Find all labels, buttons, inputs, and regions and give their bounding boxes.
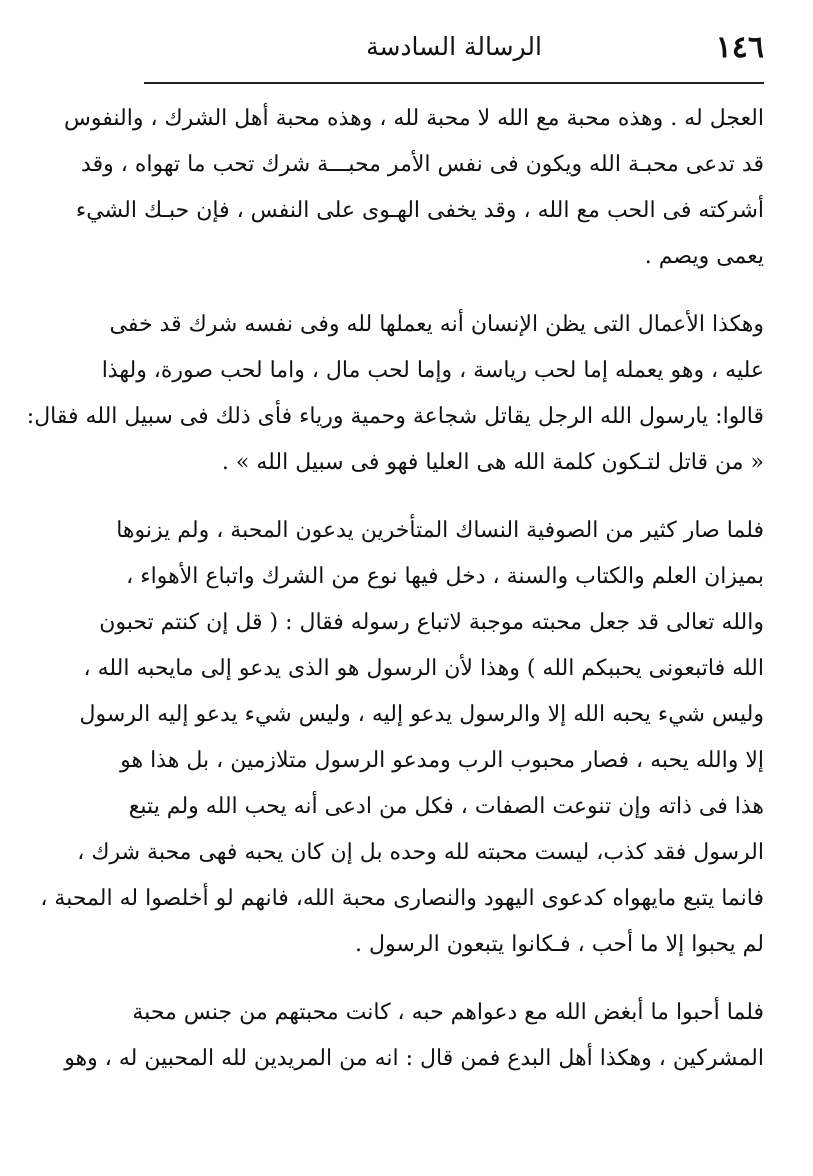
text-line: إلا والله يحبه ، فصار محبوب الرب ومدعو الرسول متلازمين ، بل هذا هو: [120, 748, 764, 773]
text-line: لم يحبوا إلا ما أحب ، فـكانوا يتبعون الرسول .: [355, 932, 764, 957]
text-line: فلما صار كثير من الصوفية النساك المتأخرين يدعون المحبة ، ولم يزنوها: [116, 518, 764, 543]
page-number: ١٤٦: [715, 30, 764, 65]
text-line: قالوا: يارسول الله الرجل يقاتل شجاعة وحمية ورياء فأى ذلك فى سبيل الله فقال:: [26, 404, 764, 429]
text-line: « من قاتل لتـكون كلمة الله هى العليا فهو فى سبيل الله » .: [221, 450, 764, 475]
paragraph: [64, 990, 764, 1082]
header-rule: [144, 82, 764, 84]
page-header: [144, 26, 764, 82]
running-title: الرسالة السادسة: [366, 32, 542, 61]
text-line: بميزان العلم والكتاب والسنة ، دخل فيها نوع من الشرك واتباع الأهواء ،: [126, 564, 764, 589]
text-line: فانما يتبع مايهواه كدعوى اليهود والنصارى محبة الله، فانهم لو أخلصوا له المحبة ،: [40, 886, 764, 911]
body-text: [26, 96, 764, 1104]
text-line: العجل له . وهذه محبة مع الله لا محبة لله ، وهذه محبة أهل الشرك ، والنفوس: [64, 106, 764, 131]
paragraph: [26, 302, 764, 486]
text-line: يعمى ويصم .: [644, 244, 764, 269]
paragraph: [40, 508, 764, 968]
text-line: قد تدعى محبـة الله ويكون فى نفس الأمر محبـــة شرك تحب ما تهواه ، وقد: [81, 152, 764, 177]
text-line: الله فاتبعونى يحببكم الله ) وهذا لأن الرسول هو الذى يدعو إلى مايحبه الله ،: [83, 656, 764, 681]
paragraph: [64, 96, 764, 280]
text-line: عليه ، وهو يعمله إما لحب رياسة ، وإما لحب مال ، واما لحب صورة، ولهذا: [101, 358, 764, 383]
text-line: فلما أحبوا ما أبغض الله مع دعواهم حبه ، كانت محبتهم من جنس محبة: [132, 1000, 764, 1025]
text-line: وهكذا الأعمال التى يظن الإنسان أنه يعملها لله وفى نفسه شرك قد خفى: [109, 312, 764, 337]
text-line: والله تعالى قد جعل محبته موجبة لاتباع رسوله فقال : ( قل إن كنتم تحبون: [99, 610, 764, 635]
text-line: هذا فى ذاته وإن تنوعت الصفات ، فكل من ادعى أنه يحب الله ولم يتبع: [128, 794, 764, 819]
text-line: المشركين ، وهكذا أهل البدع فمن قال : انه من المريدين لله المحبين له ، وهو: [64, 1046, 764, 1071]
text-line: الرسول فقد كذب، ليست محبته لله وحده بل إن كان يحبه فهى محبة شرك ،: [77, 840, 764, 865]
text-line: أشركته فى الحب مع الله ، وقد يخفى الهـوى على النفس ، فإن حبـك الشيء: [75, 198, 764, 223]
text-line: وليس شيء يحبه الله إلا والرسول يدعو إليه ، وليس شيء يدعو إليه الرسول: [79, 702, 764, 727]
